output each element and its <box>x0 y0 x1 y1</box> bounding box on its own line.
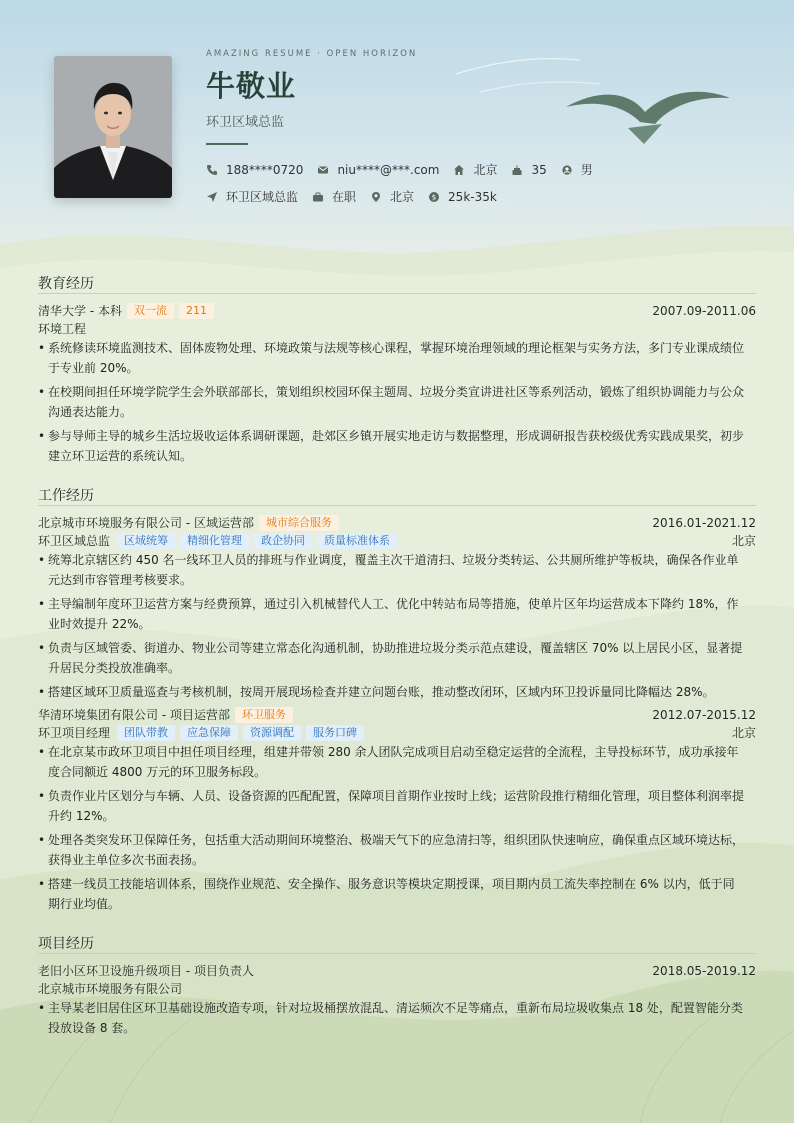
job-bullets <box>38 550 746 706</box>
school-tag: 双一流 <box>127 303 174 319</box>
work-divider <box>38 505 756 506</box>
svg-text:$: $ <box>431 193 437 202</box>
project-bullets <box>38 998 746 1042</box>
project-org: 北京城市环境服务有限公司 <box>38 982 183 996</box>
phone-item[interactable] <box>206 163 303 177</box>
job-position-row <box>38 532 756 549</box>
skill-tag: 团队带教 <box>117 725 175 741</box>
header-tagline: AMAZING RESUME · OPEN HORIZON <box>206 49 418 59</box>
home-icon <box>453 164 465 176</box>
job-header <box>38 514 756 531</box>
education-section-title: 教育经历 <box>38 276 94 292</box>
contact-info-row <box>206 161 607 178</box>
target-role-text: 环卫区域总监 <box>226 190 299 204</box>
briefcase-icon <box>312 191 324 203</box>
header-divider <box>206 143 248 145</box>
skill-tag: 区域统筹 <box>117 533 175 549</box>
industry-tag: 城市综合服务 <box>259 515 339 531</box>
skill-tag: 资源调配 <box>243 725 301 741</box>
education-major: 环境工程 <box>38 322 87 336</box>
skill-tag: 应急保障 <box>180 725 238 741</box>
hometown-item <box>453 161 497 178</box>
industry-tag: 环卫服务 <box>235 707 293 723</box>
age-text: 35 <box>531 162 547 177</box>
gender-text: 男 <box>580 163 593 177</box>
target-city-text: 北京 <box>390 190 415 204</box>
list-item: • 主导某老旧居住区环卫基础设施改造专项，针对垃圾桶摆放混乱、清运频次不足等痛点，重新布局垃圾收集点 18 处，配置智能分类投放设备 8 套。 <box>38 998 746 1038</box>
skill-tag: 精细化管理 <box>180 533 249 549</box>
list-item: • 处理各类突发环卫保障任务，包括重大活动期间环境整治、极端天气下的应急清扫等，组织团队快速响应，确保重点区域环境达标，获得业主单位多次书面表扬。 <box>38 830 746 870</box>
list-item: • 在北京某市政环卫项目中担任项目经理，组建并带领 280 余人团队完成项目启动至稳定运营的全流程，主导投标环节，成功承接年度合同额近 4800 万元的环卫服务标段。 <box>38 742 746 782</box>
target-role-item <box>206 188 298 205</box>
status-text: 在职 <box>332 190 357 204</box>
school-tag: 211 <box>179 303 214 319</box>
age-item <box>511 163 546 177</box>
project-org-row <box>38 980 756 997</box>
send-icon <box>206 191 218 203</box>
list-item: • 负责作业片区划分与车辆、人员、设备资源的匹配配置，保障项目首期作业按时上线；运营阶段推行精细化管理，项目整体利润率提升约 12%。 <box>38 786 746 826</box>
candidate-role: 环卫区域总监 <box>206 115 285 130</box>
cake-icon <box>511 164 523 176</box>
gender-icon <box>561 164 573 176</box>
list-item: • 主导编制年度环卫运营方案与经费预算，通过引入机械替代人工、优化中转站布局等措施，使单片区年均运营成本下降约 18%，作业时效提升 22%。 <box>38 594 746 634</box>
skill-tag: 服务口碑 <box>306 725 364 741</box>
education-major-row <box>38 320 756 337</box>
phone-icon <box>206 164 218 176</box>
email-item[interactable] <box>317 163 439 177</box>
list-item: • 在校期间担任环境学院学生会外联部部长，策划组织校园环保主题周、垃圾分类宣讲进社区等系列活动，锻炼了组织协调能力与公众沟通表达能力。 <box>38 382 746 422</box>
salary-item <box>428 190 497 204</box>
education-divider <box>38 293 756 294</box>
job-position-row <box>38 724 756 741</box>
school-name: 清华大学 - 本科 <box>38 304 122 318</box>
job-city: 北京 <box>731 726 756 740</box>
job-position: 环卫区域总监 <box>38 534 111 548</box>
job-position: 环卫项目经理 <box>38 726 111 740</box>
project-header <box>38 962 756 979</box>
job-bullets <box>38 742 746 918</box>
list-item: • 负责与区域管委、街道办、物业公司等建立常态化沟通机制，协助推进垃圾分类示范点建设，覆盖辖区 70% 以上居民小区，显著提升居民分类投放准确率。 <box>38 638 746 678</box>
job-date: 2016.01-2021.12 <box>652 515 756 530</box>
email-text: niu****@***.com <box>337 162 440 177</box>
location-icon <box>370 191 382 203</box>
job-company: 北京城市环境服务有限公司 - 区域运营部 <box>38 516 254 530</box>
work-section-title: 工作经历 <box>38 488 94 504</box>
gender-item <box>561 161 593 178</box>
candidate-name: 牛敬业 <box>206 69 297 103</box>
mail-icon <box>317 164 329 176</box>
job-header <box>38 706 756 723</box>
projects-divider <box>38 953 756 954</box>
job-city: 北京 <box>731 534 756 548</box>
status-item <box>312 188 356 205</box>
list-item: • 搭建区域环卫质量巡查与考核机制，按周开展现场检查并建立问题台账，推动整改闭环，区域内环卫投诉量同比降幅达 28%。 <box>38 682 746 702</box>
projects-section-title: 项目经历 <box>38 936 94 952</box>
education-bullets <box>38 338 746 470</box>
job-company: 华清环境集团有限公司 - 项目运营部 <box>38 708 230 722</box>
skill-tag: 质量标准体系 <box>317 533 397 549</box>
target-city-item <box>370 188 414 205</box>
profile-photo <box>54 56 172 198</box>
salary-icon <box>428 191 440 203</box>
job-info-row <box>206 188 511 205</box>
education-header <box>38 302 756 319</box>
job-date: 2012.07-2015.12 <box>652 707 756 722</box>
skill-tag: 政企协同 <box>254 533 312 549</box>
list-item: • 搭建一线员工技能培训体系，围绕作业规范、安全操作、服务意识等模块定期授课，项目期内员工流失率控制在 6% 以内，低于同期行业均值。 <box>38 874 746 914</box>
project-date: 2018.05-2019.12 <box>652 963 756 978</box>
list-item: • 统筹北京辖区约 450 名一线环卫人员的排班与作业调度，覆盖主次干道清扫、垃圾分类转运、公共厕所维护等板块，确保各作业单元达到市容管理考核要求。 <box>38 550 746 590</box>
project-name: 老旧小区环卫设施升级项目 - 项目负责人 <box>38 964 254 978</box>
phone-text: 188****0720 <box>226 162 304 177</box>
list-item: • 参与导师主导的城乡生活垃圾收运体系调研课题，赴郊区乡镇开展实地走访与数据整理，形成调研报告获校级优秀实践成果奖，初步建立环卫运营的系统认知。 <box>38 426 746 466</box>
salary-text: 25k-35k <box>448 189 497 204</box>
list-item: • 系统修读环境监测技术、固体废物处理、环境政策与法规等核心课程，掌握环境治理领域的理论框架与实务方法，多门专业课成绩位于专业前 20%。 <box>38 338 746 378</box>
hometown-text: 北京 <box>473 163 498 177</box>
education-date: 2007.09-2011.06 <box>652 303 756 318</box>
